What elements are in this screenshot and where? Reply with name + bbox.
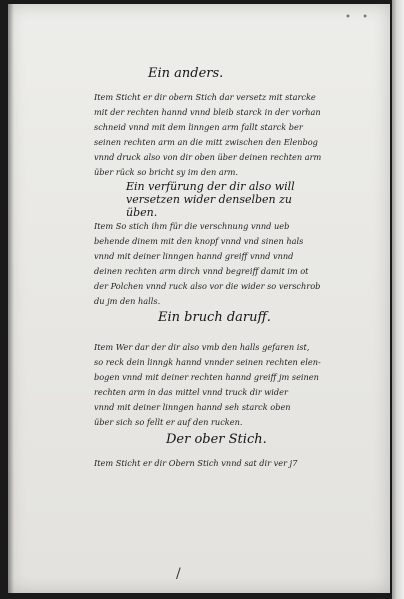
heading-text: Ein verfürung der dir also will versetzen wider denselben zu üben. (126, 180, 295, 219)
paragraph-line: vnnd druck also von dir oben über deinen rechten arm (94, 152, 322, 162)
heading-ein-bruch (158, 310, 271, 325)
corner-marks: • • (345, 12, 372, 23)
paragraph-4 (94, 456, 342, 471)
paragraph-line: über rück so bricht sy im den arm. (94, 167, 239, 177)
paragraph-line: mit der rechten hannd vnnd bleib starck in der vorhan (94, 107, 321, 117)
paragraph-line: deinen rechten arm dirch vnnd begreiff damit im ot (94, 266, 309, 276)
paragraph-line: über sich so fellt er auf den rucken. (94, 417, 243, 427)
paragraph-line: Item Sticht er dir Obern Stich vnnd sat dir ver j7 (94, 458, 298, 468)
paragraph-line: vnnd mit deiner linngen hannd seh starck oben (94, 402, 291, 412)
heading-ein-anders (148, 66, 223, 81)
paragraph-line: bogen vnnd mit deiner rechten hannd greiff jm seinen (94, 372, 319, 382)
heading-text: Ein bruch daruff. (158, 310, 271, 325)
paragraph-2 (94, 219, 342, 309)
paragraph-1 (94, 90, 342, 180)
paragraph-line: vnnd mit deiner linngen hannd greiff vnnd vnnd (94, 251, 294, 261)
paragraph-line: Item Sticht er dir obern Stich dar versetz mit starcke (94, 92, 316, 102)
paragraph-line: behende dinem mit den knopf vnnd vnd sinen hals (94, 236, 304, 246)
paragraph-line: schneid vnnd mit dem linngen arm fallt starck ber (94, 122, 303, 132)
paragraph-3 (94, 340, 342, 430)
paragraph-line: seinen rechten arm an die mitt zwischen den Elenbog (94, 137, 318, 147)
paragraph-line: du jm den halls. (94, 296, 161, 306)
heading-ober-stich (166, 432, 267, 447)
heading-verfuerung (126, 180, 296, 219)
ink-mark: / (176, 566, 181, 582)
adjacent-page-edge (392, 0, 404, 599)
paragraph-line: Item Wer dar der dir also vmb den halls gefaren ist, (94, 342, 310, 352)
paragraph-line: rechten arm in das mittel vnnd truck dir wider (94, 387, 288, 397)
paragraph-line: der Polchen vnnd ruck also vor die wider so verschrob (94, 281, 321, 291)
heading-text: Der ober Stich. (166, 432, 267, 447)
paragraph-line: Item So stich ihm für die verschnung vnnd ueb (94, 221, 290, 231)
manuscript-page (8, 4, 390, 593)
paragraph-line: so reck dein linngk hannd vnnder seinen rechten elen- (94, 357, 321, 367)
heading-text: Ein anders. (148, 66, 224, 81)
